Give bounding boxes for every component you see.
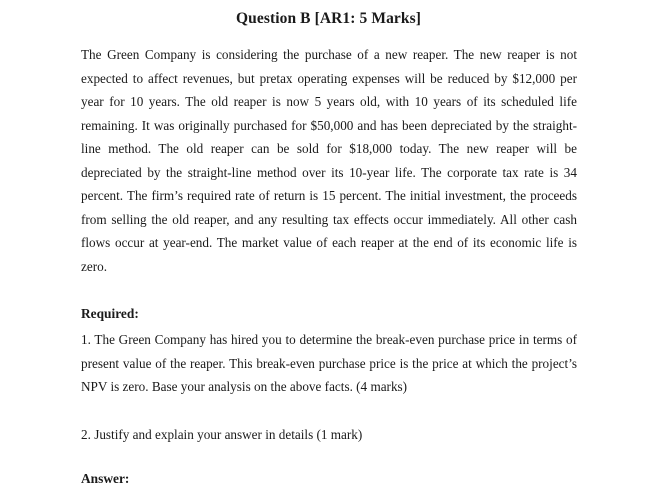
question-1-text: 1. The Green Company has hired you to determine the break-even purchase price in terms of present value of the reaper. This break-even purchase price is the price at which the project’s NPV is zero. Base your analysis on the above facts. (4 marks) [81, 332, 577, 394]
required-heading: Required: [81, 306, 139, 321]
question-title: Question B [AR1: 5 Marks] [235, 10, 422, 27]
answer-heading: Answer: [81, 471, 130, 486]
question-2-text: 2. Justify and explain your answer in details (1 mark) [81, 427, 363, 442]
problem-paragraph: The Green Company is considering the purchase of a new reaper. The new reaper is not expected to affect revenues, but pretax operating expenses will be reduced by $12,000 per year for 10 years. The old reaper is now 5 years old, with 10 years of its scheduled life remaining. It was originally purchased for $50,000 and has been depreciated by the straight-line method. The old reaper can be sold for $18,000 today. The new reaper will be depreciated by the straight-line method over its 10-year life. The corporate tax rate is 34 percent. The firm’s required rate of return is 15 percent. The initial investment, the proceeds from selling the old reaper, and any resulting tax effects occur immediately. All other cash flows occur at year-end. The market value of each reaper at the end of its economic life is zero. [81, 47, 577, 274]
